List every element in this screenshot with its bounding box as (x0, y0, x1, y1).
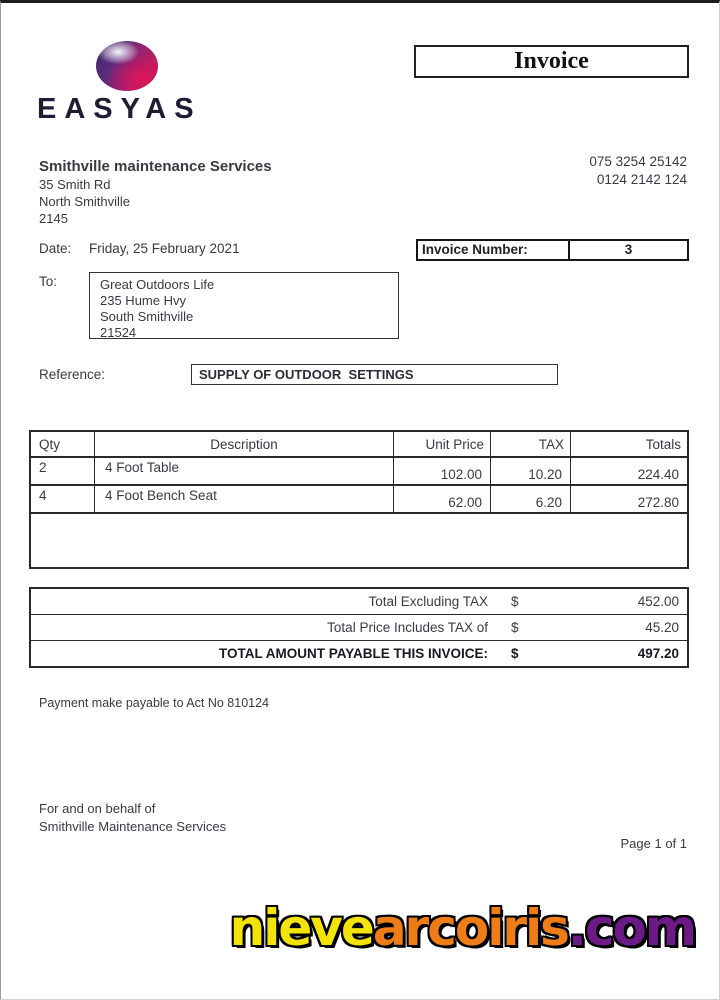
total-row-label: TOTAL AMOUNT PAYABLE THIS INVOICE: (218, 646, 488, 661)
date-value: Friday, 25 February 2021 (89, 241, 240, 256)
supplier-address-line: 2145 (39, 211, 68, 226)
total-tax-row (31, 615, 687, 641)
recipient-line: Great Outdoors Life (100, 277, 215, 292)
item-description: 4 Foot Table (95, 458, 394, 484)
supplier-address-line: North Smithville (39, 194, 131, 209)
col-header-unit-price: Unit Price (394, 432, 491, 456)
recipient-line: 21524 (100, 325, 137, 340)
supplier-phone-line: 075 3254 25142 (589, 154, 687, 169)
invoice-title: Invoice (414, 45, 689, 78)
watermark-segment: .com (567, 899, 695, 957)
reference-label: Reference: (39, 367, 106, 382)
on-behalf-line: Smithville Maintenance Services (39, 818, 227, 834)
recipient-line: 235 Hume Hvy (100, 293, 186, 308)
item-tax: 10.20 (491, 458, 571, 484)
reference-value-box: SUPPLY OF OUTDOOR SETTINGS (191, 364, 558, 385)
item-tax: 6.20 (491, 486, 571, 512)
total-row-amount: 45.20 (645, 620, 679, 635)
total-row-amount: 452.00 (637, 594, 679, 609)
table-row (31, 486, 687, 514)
item-qty: 2 (31, 458, 95, 484)
item-total: 272.80 (637, 495, 679, 510)
date-label: Date: (39, 241, 72, 256)
col-header-description: Description (95, 432, 394, 456)
item-unit-price: 62.00 (394, 486, 491, 512)
payment-note: Payment make payable to Act No 810124 (39, 696, 270, 710)
supplier-address-block (39, 158, 272, 227)
recipient-line: South Smithville (100, 309, 194, 324)
supplier-phone-block (589, 153, 687, 189)
item-description: 4 Foot Bench Seat (95, 486, 394, 512)
col-header-qty: Qty (31, 432, 95, 456)
invoice-number-value: 3 (624, 242, 633, 257)
currency-symbol: $ (511, 594, 519, 609)
watermark-nievearcoiris (1, 899, 695, 957)
items-empty-area (31, 514, 687, 567)
totals-summary-box (29, 587, 689, 668)
currency-symbol: $ (511, 620, 519, 635)
line-items-table (29, 430, 689, 569)
currency-symbol: $ (511, 646, 519, 661)
on-behalf-line: For and on behalf of (39, 801, 156, 816)
supplier-phone-line: 0124 2142 124 (596, 172, 687, 187)
item-total: 224.40 (637, 467, 679, 482)
supplier-name: Smithville maintenance Services (39, 158, 272, 175)
item-unit-price: 102.00 (394, 458, 491, 484)
page-number: Page 1 of 1 (620, 836, 687, 851)
col-header-totals: Totals (645, 436, 681, 452)
watermark-segment: arcoiris (372, 899, 568, 957)
on-behalf-block (39, 800, 226, 835)
recipient-address-box (89, 272, 399, 339)
item-qty: 4 (31, 486, 95, 512)
easyas-logo-orb-icon (96, 41, 158, 91)
invoice-number-box (416, 239, 689, 261)
total-excluding-tax-row (31, 589, 687, 615)
to-label: To: (39, 274, 58, 289)
total-amount-payable-row (31, 641, 687, 666)
table-row (31, 458, 687, 486)
watermark-segment: nieve (229, 899, 373, 957)
total-row-label: Total Price Includes TAX of (327, 620, 488, 635)
total-row-label: Total Excluding TAX (368, 594, 488, 609)
invoice-number-label: Invoice Number: (418, 241, 570, 259)
items-header-row (31, 432, 687, 458)
supplier-address-line: 35 Smith Rd (39, 177, 111, 192)
col-header-tax: TAX (491, 432, 571, 456)
total-row-amount: 497.20 (637, 646, 679, 661)
easyas-brand-name: EASYAS (37, 93, 202, 125)
